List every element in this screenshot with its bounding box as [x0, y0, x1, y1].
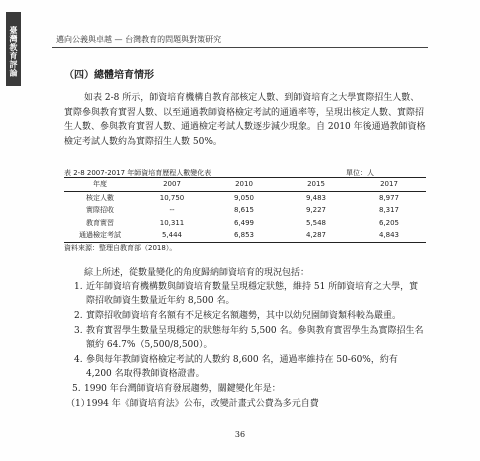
table-source-note: 資料來源：整理自教育部（2018）。	[64, 244, 177, 252]
table-header-cell: 2017	[352, 178, 426, 192]
chapter-side-tab: 臺灣教育評論	[6, 12, 21, 86]
table-cell: 10,750	[159, 193, 185, 202]
list-item-number: 3.	[74, 326, 83, 336]
summary-intro: 綜上所述，從數量變化的角度歸納師資培育的現況包括：	[84, 268, 310, 278]
table-cell: 10,311	[159, 218, 185, 227]
table-cell: --	[169, 206, 175, 215]
table-cell: 6,499	[233, 218, 255, 227]
table-header-cell: 2015	[280, 178, 352, 192]
table-unit-label: 單位：人	[346, 169, 374, 177]
table-header-cell: 年度	[64, 178, 136, 192]
list-item-text: 實際招收師資培育名額有不足核定名額趨勢，其中以幼兒園師資類科較為嚴重。	[86, 311, 402, 321]
history-item	[64, 397, 426, 411]
table-cell: 8,615	[233, 206, 255, 215]
table-cell: 6,853	[233, 231, 255, 240]
table-header-cell: 2007	[136, 178, 208, 192]
data-table	[64, 177, 426, 243]
section-heading: （四）總體培育情形	[64, 70, 154, 81]
table-row	[64, 191, 426, 204]
list-item-number: 4.	[74, 355, 83, 365]
running-header: 邁向公義與卓越 — 台灣教育的問題與對策研究	[56, 35, 222, 44]
header-rule	[52, 47, 428, 48]
list-item-text: 1990 年台灣師資培育發展趨勢，關鍵變化年是：	[84, 384, 281, 394]
table-row-label: 核定人數	[86, 193, 114, 202]
list-item-text: 教育實習學生數量呈現穩定的狀態每年約 5,500 名。參與教育實習學生為實際招生名額約 64.7%（5,500/8,500）。	[86, 326, 424, 350]
summary-list	[64, 280, 426, 412]
table-header-row	[64, 178, 426, 192]
list-item	[64, 353, 426, 381]
list-item-number: 5.	[72, 384, 81, 394]
table-cell: 9,483	[305, 193, 327, 202]
list-item-number: 2.	[74, 311, 83, 321]
table-cell: 8,317	[378, 206, 400, 215]
list-item	[64, 309, 426, 323]
table-caption-title: 表 2-8 2007-2017 年師資培育歷程人數變化表	[64, 169, 212, 177]
list-item-text: 近年師資培育機構數與師資培育數量呈現穩定狀態，維持 51 所師資培育之大學，實際招收師資生數量近年約 8,500 名。	[86, 282, 419, 306]
table-row	[64, 229, 426, 242]
table-cell: 9,050	[233, 193, 255, 202]
table-cell: 5,444	[161, 231, 183, 240]
page-number: 36	[234, 430, 246, 439]
list-item-number: 1.	[74, 282, 83, 292]
table-cell: 4,843	[378, 231, 400, 240]
table-header-cell: 2010	[208, 178, 280, 192]
table-cell: 6,205	[378, 218, 400, 227]
list-item-text: 1994 年《師資培育法》公布，改變計畫式公費為多元自費	[86, 399, 319, 409]
table-cell: 5,548	[305, 218, 327, 227]
table-cell: 9,227	[305, 206, 327, 215]
table-cell: 8,977	[378, 193, 400, 202]
list-item-text: 參與每年教師資格檢定考試的人數約 8,600 名，通過率維持在 50-60%，約有 4,200 名取得教師資格證書。	[86, 355, 398, 379]
history-heading	[64, 382, 426, 396]
list-item	[64, 280, 426, 308]
table-cell: 4,287	[305, 231, 327, 240]
body-paragraph: 如表 2-8 所示，師資培育機構自教育部核定人數、到師資培育之大學實際招生人數、實際參與教育實習人數、以至通過教師資格檢定考試的通過率等，呈現出核定人數、實際招生人數、參與教育實習人數、通過檢定考試人數逐步減少現象。自 2010 年後通過教師資格檢定考試人數約為實際招生人數 50%。	[64, 93, 426, 147]
table-row	[64, 204, 426, 217]
table-row-label: 實際招收	[86, 206, 114, 215]
table-row-label: 教育實習	[86, 218, 114, 227]
table-row	[64, 217, 426, 230]
table-row-label: 通過檢定考試	[79, 231, 121, 240]
list-item-number: （1）	[66, 399, 90, 409]
list-item	[64, 324, 426, 352]
